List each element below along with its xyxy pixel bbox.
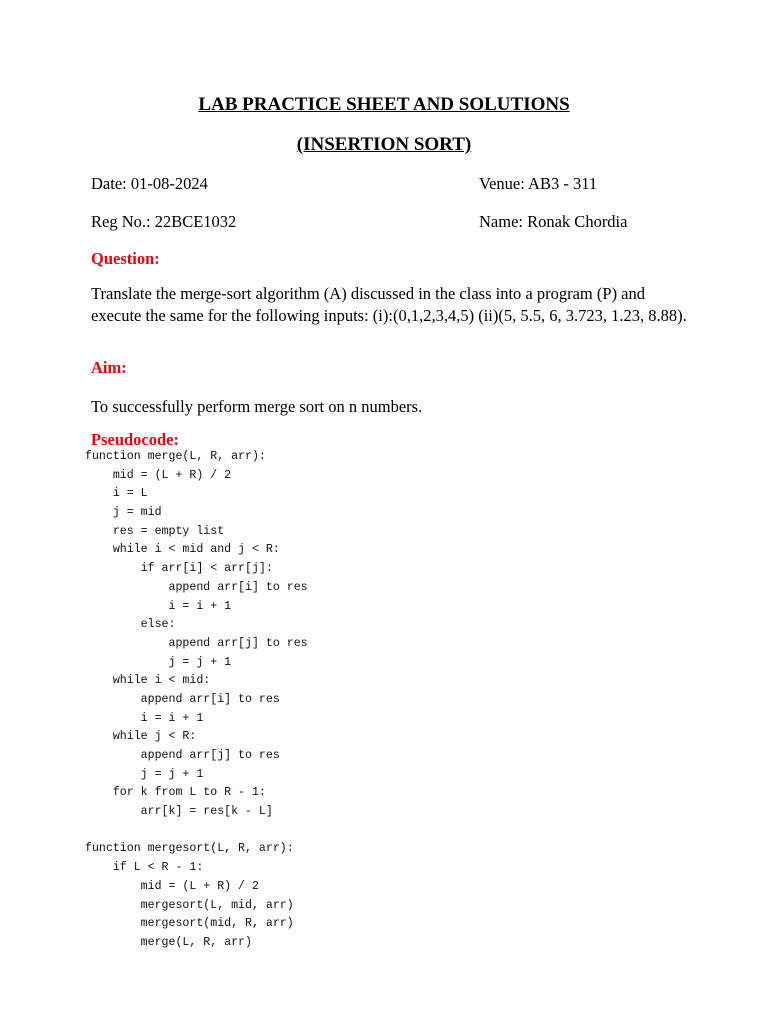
pseudocode-line: for k from L to R - 1: — [85, 786, 266, 800]
pseudocode-line: j = j + 1 — [85, 655, 232, 669]
pseudocode-line: append arr[i] to res — [85, 580, 308, 594]
pseudocode-line: if arr[i] < arr[j]: — [85, 562, 273, 576]
reg-no-text: Reg No.: 22BCE1032 — [91, 212, 237, 231]
date-text: Date: 01-08-2024 — [91, 174, 208, 193]
pseudocode-line: while i < mid and j < R: — [85, 543, 280, 557]
question-text: Translate the merge-sort algorithm (A) discussed in the class into a program (P) and execute the same for the following inputs: (i):(0,1,2,3,4,5) (ii)(5, 5.5, 6, 3.723, 1.23, 8.88). — [91, 284, 687, 325]
pseudocode-line: j = mid — [85, 506, 162, 520]
pseudocode-line: arr[k] = res[k - L] — [85, 805, 273, 819]
pseudocode-line: i = i + 1 — [85, 711, 204, 725]
pseudocode-line: j = j + 1 — [85, 767, 204, 781]
pseudocode-line: mergesort(L, mid, arr) — [85, 898, 294, 912]
pseudocode-heading: Pseudocode: — [91, 430, 179, 449]
question-heading: Question: — [91, 249, 160, 268]
pseudocode-line — [85, 822, 308, 841]
student-name-text: Name: Ronak Chordia — [479, 212, 628, 231]
pseudocode-line: else: — [85, 618, 176, 632]
pseudocode-line: i = i + 1 — [85, 599, 232, 613]
aim-text: To successfully perform merge sort on n numbers. — [91, 397, 423, 416]
pseudocode-line: mid = (L + R) / 2 — [85, 468, 232, 482]
pseudocode-line: merge(L, R, arr) — [85, 935, 252, 949]
document-title: LAB PRACTICE SHEET AND SOLUTIONS — [198, 94, 570, 115]
pseudocode-line: append arr[i] to res — [85, 692, 280, 706]
venue-text: Venue: AB3 - 311 — [479, 174, 598, 193]
meta-row-reg-name — [91, 212, 711, 232]
document-subtitle: (INSERTION SORT) — [296, 134, 472, 155]
pseudocode-line: function merge(L, R, arr): — [85, 450, 266, 463]
pseudocode-line: while i < mid: — [85, 674, 211, 688]
pseudocode-line: mergesort(mid, R, arr) — [85, 917, 294, 931]
pseudocode-line: append arr[j] to res — [85, 636, 308, 650]
pseudocode-line: mid = (L + R) / 2 — [85, 879, 259, 893]
pseudocode-line: i = L — [85, 487, 148, 501]
pseudocode-block — [85, 448, 308, 953]
pseudocode-line: res = empty list — [85, 524, 225, 538]
pseudocode-line: while j < R: — [85, 730, 197, 744]
pseudocode-line: function mergesort(L, R, arr): — [85, 842, 294, 856]
aim-heading: Aim: — [91, 358, 127, 377]
pseudocode-line: if L < R - 1: — [85, 861, 204, 875]
meta-row-date-venue — [91, 174, 711, 194]
pseudocode-line: append arr[j] to res — [85, 749, 280, 762]
